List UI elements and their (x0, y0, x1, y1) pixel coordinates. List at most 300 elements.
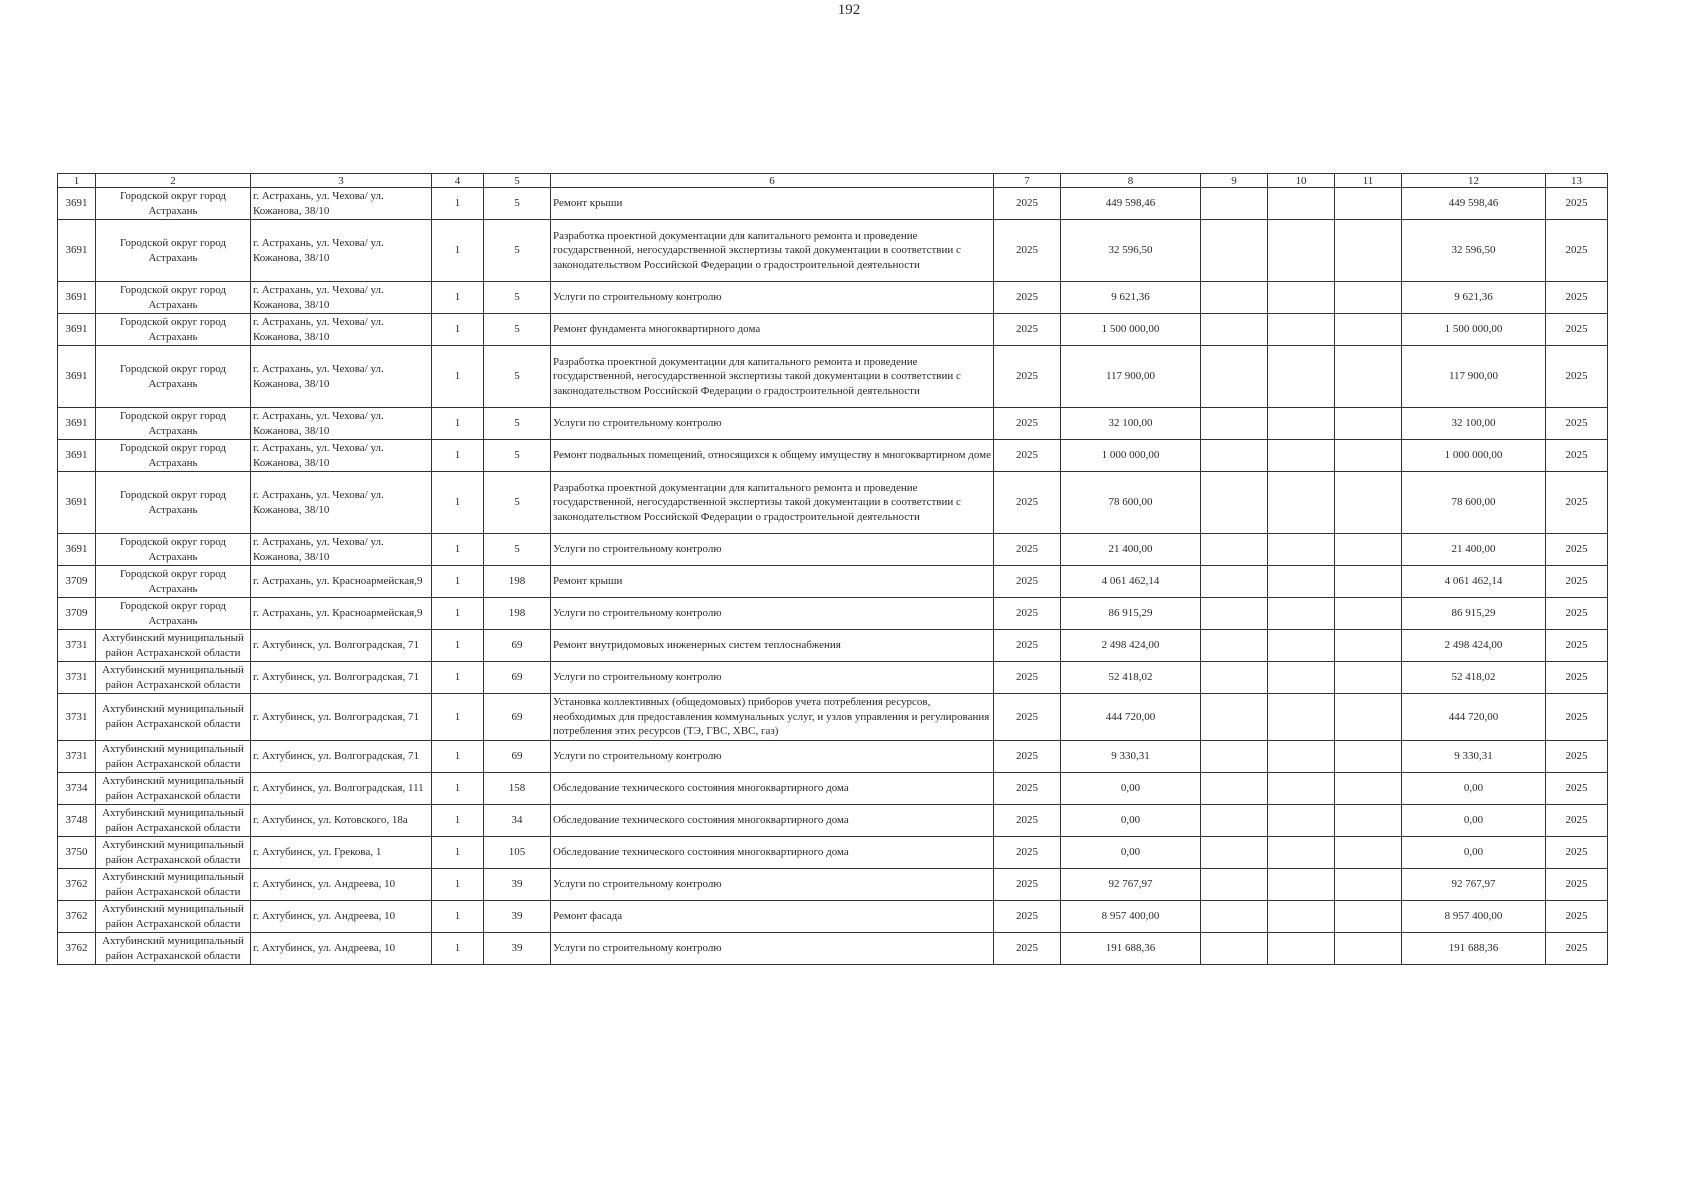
year-cell: 2025 (994, 220, 1061, 282)
row-number-cell: 3691 (58, 534, 96, 566)
address-cell: г. Астрахань, ул. Чехова/ ул. Кожанова, 38/10 (251, 408, 432, 440)
municipality-cell: Ахтубинский муниципальный район Астраханской области (96, 805, 251, 837)
address-cell: г. Астрахань, ул. Чехова/ ул. Кожанова, 38/10 (251, 220, 432, 282)
column-5-cell: 158 (484, 773, 551, 805)
address-cell: г. Ахтубинск, ул. Котовского, 18а (251, 805, 432, 837)
column-9-cell (1201, 188, 1268, 220)
column-5-cell: 39 (484, 869, 551, 901)
completion-year-cell: 2025 (1546, 694, 1608, 741)
municipality-cell: Ахтубинский муниципальный район Астраханской области (96, 933, 251, 965)
work-type-cell: Разработка проектной документации для капитального ремонта и проведение государственной, негосударственной экспертизы такой документации в соответствии с законодательством Российской Федерации о градостроительной деятельности (551, 472, 994, 534)
column-header: 3 (251, 174, 432, 188)
column-4-cell: 1 (432, 694, 484, 741)
row-number-cell: 3762 (58, 933, 96, 965)
column-4-cell: 1 (432, 805, 484, 837)
amount-total-cell: 9 621,36 (1402, 282, 1546, 314)
amount-cell: 1 500 000,00 (1061, 314, 1201, 346)
amount-total-cell: 0,00 (1402, 773, 1546, 805)
amount-cell: 0,00 (1061, 837, 1201, 869)
year-cell: 2025 (994, 534, 1061, 566)
column-5-cell: 69 (484, 694, 551, 741)
completion-year-cell: 2025 (1546, 837, 1608, 869)
column-5-cell: 5 (484, 282, 551, 314)
work-type-cell: Ремонт подвальных помещений, относящихся к общему имуществу в многоквартирном доме (551, 440, 994, 472)
municipality-cell: Ахтубинский муниципальный район Астраханской области (96, 630, 251, 662)
municipality-cell: Ахтубинский муниципальный район Астраханской области (96, 773, 251, 805)
column-10-cell (1268, 408, 1335, 440)
row-number-cell: 3691 (58, 472, 96, 534)
column-header: 13 (1546, 174, 1608, 188)
completion-year-cell: 2025 (1546, 346, 1608, 408)
table-row (58, 440, 1608, 472)
amount-cell: 32 100,00 (1061, 408, 1201, 440)
completion-year-cell: 2025 (1546, 282, 1608, 314)
municipality-cell: Городской округ город Астрахань (96, 346, 251, 408)
amount-cell: 9 330,31 (1061, 741, 1201, 773)
row-number-cell: 3731 (58, 741, 96, 773)
work-type-cell: Ремонт фасада (551, 901, 994, 933)
row-number-cell: 3691 (58, 314, 96, 346)
year-cell: 2025 (994, 869, 1061, 901)
table-row (58, 630, 1608, 662)
municipality-cell: Ахтубинский муниципальный район Астраханской области (96, 662, 251, 694)
column-11-cell (1335, 346, 1402, 408)
completion-year-cell: 2025 (1546, 630, 1608, 662)
completion-year-cell: 2025 (1546, 440, 1608, 472)
row-number-cell: 3750 (58, 837, 96, 869)
row-number-cell: 3691 (58, 188, 96, 220)
amount-cell: 9 621,36 (1061, 282, 1201, 314)
year-cell: 2025 (994, 741, 1061, 773)
column-header: 2 (96, 174, 251, 188)
completion-year-cell: 2025 (1546, 220, 1608, 282)
amount-cell: 117 900,00 (1061, 346, 1201, 408)
table-row (58, 188, 1608, 220)
table-body (58, 188, 1608, 965)
address-cell: г. Астрахань, ул. Красноармейская,9 (251, 598, 432, 630)
column-header: 7 (994, 174, 1061, 188)
column-4-cell: 1 (432, 773, 484, 805)
column-4-cell: 1 (432, 901, 484, 933)
row-number-cell: 3731 (58, 630, 96, 662)
column-11-cell (1335, 472, 1402, 534)
address-cell: г. Ахтубинск, ул. Волгоградская, 71 (251, 630, 432, 662)
column-11-cell (1335, 566, 1402, 598)
column-10-cell (1268, 566, 1335, 598)
column-9-cell (1201, 282, 1268, 314)
column-11-cell (1335, 694, 1402, 741)
column-11-cell (1335, 869, 1402, 901)
column-9-cell (1201, 773, 1268, 805)
work-type-cell: Ремонт фундамента многоквартирного дома (551, 314, 994, 346)
work-type-cell: Ремонт крыши (551, 566, 994, 598)
work-type-cell: Разработка проектной документации для капитального ремонта и проведение государственной, негосударственной экспертизы такой документации в соответствии с законодательством Российской Федерации о градостроительной деятельности (551, 220, 994, 282)
year-cell: 2025 (994, 566, 1061, 598)
year-cell: 2025 (994, 408, 1061, 440)
work-type-cell: Обследование технического состояния многоквартирного дома (551, 773, 994, 805)
completion-year-cell: 2025 (1546, 901, 1608, 933)
address-cell: г. Ахтубинск, ул. Волгоградская, 111 (251, 773, 432, 805)
table-row (58, 741, 1608, 773)
column-11-cell (1335, 630, 1402, 662)
column-9-cell (1201, 901, 1268, 933)
column-10-cell (1268, 933, 1335, 965)
column-9-cell (1201, 805, 1268, 837)
column-header: 4 (432, 174, 484, 188)
year-cell: 2025 (994, 472, 1061, 534)
work-type-cell: Услуги по строительному контролю (551, 408, 994, 440)
municipality-cell: Городской округ город Астрахань (96, 188, 251, 220)
column-5-cell: 5 (484, 220, 551, 282)
column-11-cell (1335, 901, 1402, 933)
completion-year-cell: 2025 (1546, 566, 1608, 598)
column-10-cell (1268, 314, 1335, 346)
work-type-cell: Услуги по строительному контролю (551, 598, 994, 630)
work-type-cell: Услуги по строительному контролю (551, 869, 994, 901)
work-type-cell: Установка коллективных (общедомовых) приборов учета потребления ресурсов, необходимых для предоставления коммунальных услуг, и узлов управления и регулирования потребления этих ресурсов (ТЭ, ГВС, ХВС, газ) (551, 694, 994, 741)
table-row (58, 282, 1608, 314)
row-number-cell: 3748 (58, 805, 96, 837)
work-type-cell: Услуги по строительному контролю (551, 282, 994, 314)
address-cell: г. Ахтубинск, ул. Андреева, 10 (251, 869, 432, 901)
year-cell: 2025 (994, 282, 1061, 314)
column-5-cell: 5 (484, 408, 551, 440)
amount-cell: 2 498 424,00 (1061, 630, 1201, 662)
completion-year-cell: 2025 (1546, 472, 1608, 534)
column-10-cell (1268, 805, 1335, 837)
completion-year-cell: 2025 (1546, 741, 1608, 773)
amount-total-cell: 449 598,46 (1402, 188, 1546, 220)
column-10-cell (1268, 837, 1335, 869)
completion-year-cell: 2025 (1546, 933, 1608, 965)
work-type-cell: Ремонт внутридомовых инженерных систем теплоснабжения (551, 630, 994, 662)
municipality-cell: Городской округ город Астрахань (96, 440, 251, 472)
column-11-cell (1335, 805, 1402, 837)
year-cell: 2025 (994, 440, 1061, 472)
column-4-cell: 1 (432, 472, 484, 534)
column-11-cell (1335, 220, 1402, 282)
amount-total-cell: 32 100,00 (1402, 408, 1546, 440)
column-10-cell (1268, 282, 1335, 314)
address-cell: г. Астрахань, ул. Чехова/ ул. Кожанова, 38/10 (251, 314, 432, 346)
row-number-cell: 3762 (58, 901, 96, 933)
year-cell: 2025 (994, 901, 1061, 933)
column-9-cell (1201, 440, 1268, 472)
column-10-cell (1268, 472, 1335, 534)
work-type-cell: Услуги по строительному контролю (551, 534, 994, 566)
address-cell: г. Ахтубинск, ул. Андреева, 10 (251, 933, 432, 965)
address-cell: г. Ахтубинск, ул. Волгоградская, 71 (251, 662, 432, 694)
amount-cell: 1 000 000,00 (1061, 440, 1201, 472)
address-cell: г. Астрахань, ул. Чехова/ ул. Кожанова, 38/10 (251, 440, 432, 472)
column-header: 12 (1402, 174, 1546, 188)
column-10-cell (1268, 598, 1335, 630)
column-9-cell (1201, 314, 1268, 346)
row-number-cell: 3691 (58, 346, 96, 408)
column-header: 9 (1201, 174, 1268, 188)
row-number-cell: 3709 (58, 598, 96, 630)
year-cell: 2025 (994, 773, 1061, 805)
work-type-cell: Услуги по строительному контролю (551, 741, 994, 773)
column-5-cell: 198 (484, 598, 551, 630)
table-row (58, 694, 1608, 741)
table-row (58, 933, 1608, 965)
column-11-cell (1335, 741, 1402, 773)
municipality-cell: Городской округ город Астрахань (96, 282, 251, 314)
column-5-cell: 39 (484, 933, 551, 965)
column-header: 11 (1335, 174, 1402, 188)
column-11-cell (1335, 282, 1402, 314)
column-9-cell (1201, 741, 1268, 773)
amount-total-cell: 8 957 400,00 (1402, 901, 1546, 933)
completion-year-cell: 2025 (1546, 314, 1608, 346)
municipality-cell: Ахтубинский муниципальный район Астраханской области (96, 869, 251, 901)
column-5-cell: 39 (484, 901, 551, 933)
column-10-cell (1268, 346, 1335, 408)
amount-cell: 444 720,00 (1061, 694, 1201, 741)
address-cell: г. Астрахань, ул. Чехова/ ул. Кожанова, 38/10 (251, 346, 432, 408)
column-9-cell (1201, 933, 1268, 965)
municipality-cell: Городской округ город Астрахань (96, 598, 251, 630)
column-9-cell (1201, 472, 1268, 534)
table-row (58, 805, 1608, 837)
column-11-cell (1335, 534, 1402, 566)
column-4-cell: 1 (432, 346, 484, 408)
column-9-cell (1201, 598, 1268, 630)
row-number-cell: 3762 (58, 869, 96, 901)
column-9-cell (1201, 630, 1268, 662)
column-11-cell (1335, 773, 1402, 805)
column-4-cell: 1 (432, 282, 484, 314)
table-row (58, 837, 1608, 869)
column-9-cell (1201, 662, 1268, 694)
amount-cell: 4 061 462,14 (1061, 566, 1201, 598)
year-cell: 2025 (994, 630, 1061, 662)
column-11-cell (1335, 662, 1402, 694)
column-5-cell: 69 (484, 741, 551, 773)
column-5-cell: 5 (484, 188, 551, 220)
amount-total-cell: 78 600,00 (1402, 472, 1546, 534)
column-10-cell (1268, 901, 1335, 933)
column-10-cell (1268, 188, 1335, 220)
table-row (58, 220, 1608, 282)
municipality-cell: Городской округ город Астрахань (96, 472, 251, 534)
column-4-cell: 1 (432, 440, 484, 472)
column-5-cell: 34 (484, 805, 551, 837)
amount-cell: 8 957 400,00 (1061, 901, 1201, 933)
column-4-cell: 1 (432, 837, 484, 869)
amount-total-cell: 32 596,50 (1402, 220, 1546, 282)
completion-year-cell: 2025 (1546, 534, 1608, 566)
municipality-cell: Городской округ город Астрахань (96, 566, 251, 598)
address-cell: г. Астрахань, ул. Красноармейская,9 (251, 566, 432, 598)
amount-cell: 191 688,36 (1061, 933, 1201, 965)
completion-year-cell: 2025 (1546, 662, 1608, 694)
amount-cell: 0,00 (1061, 773, 1201, 805)
address-cell: г. Ахтубинск, ул. Грекова, 1 (251, 837, 432, 869)
table-row (58, 869, 1608, 901)
year-cell: 2025 (994, 805, 1061, 837)
column-10-cell (1268, 662, 1335, 694)
row-number-cell: 3691 (58, 282, 96, 314)
column-9-cell (1201, 534, 1268, 566)
column-header: 5 (484, 174, 551, 188)
table-row (58, 534, 1608, 566)
row-number-cell: 3691 (58, 220, 96, 282)
table-row (58, 472, 1608, 534)
table-row (58, 408, 1608, 440)
amount-cell: 52 418,02 (1061, 662, 1201, 694)
address-cell: г. Астрахань, ул. Чехова/ ул. Кожанова, 38/10 (251, 188, 432, 220)
year-cell: 2025 (994, 933, 1061, 965)
address-cell: г. Ахтубинск, ул. Волгоградская, 71 (251, 741, 432, 773)
column-11-cell (1335, 598, 1402, 630)
column-9-cell (1201, 869, 1268, 901)
column-4-cell: 1 (432, 598, 484, 630)
column-5-cell: 69 (484, 662, 551, 694)
column-9-cell (1201, 566, 1268, 598)
column-4-cell: 1 (432, 408, 484, 440)
row-number-cell: 3709 (58, 566, 96, 598)
table-row (58, 314, 1608, 346)
column-4-cell: 1 (432, 662, 484, 694)
column-5-cell: 5 (484, 534, 551, 566)
amount-total-cell: 117 900,00 (1402, 346, 1546, 408)
column-11-cell (1335, 837, 1402, 869)
year-cell: 2025 (994, 188, 1061, 220)
amount-total-cell: 21 400,00 (1402, 534, 1546, 566)
page-number: 192 (837, 2, 861, 18)
address-cell: г. Ахтубинск, ул. Волгоградская, 71 (251, 694, 432, 741)
address-cell: г. Ахтубинск, ул. Андреева, 10 (251, 901, 432, 933)
amount-cell: 32 596,50 (1061, 220, 1201, 282)
column-9-cell (1201, 408, 1268, 440)
column-11-cell (1335, 408, 1402, 440)
column-5-cell: 105 (484, 837, 551, 869)
column-header: 8 (1061, 174, 1201, 188)
work-type-cell: Разработка проектной документации для капитального ремонта и проведение государственной, негосударственной экспертизы такой документации в соответствии с законодательством Российской Федерации о градостроительной деятельности (551, 346, 994, 408)
amount-total-cell: 191 688,36 (1402, 933, 1546, 965)
municipality-cell: Ахтубинский муниципальный район Астраханской области (96, 901, 251, 933)
column-10-cell (1268, 630, 1335, 662)
amount-total-cell: 1 000 000,00 (1402, 440, 1546, 472)
address-cell: г. Астрахань, ул. Чехова/ ул. Кожанова, 38/10 (251, 472, 432, 534)
column-10-cell (1268, 440, 1335, 472)
column-11-cell (1335, 933, 1402, 965)
column-5-cell: 198 (484, 566, 551, 598)
column-9-cell (1201, 346, 1268, 408)
amount-total-cell: 9 330,31 (1402, 741, 1546, 773)
address-cell: г. Астрахань, ул. Чехова/ ул. Кожанова, 38/10 (251, 282, 432, 314)
column-4-cell: 1 (432, 933, 484, 965)
capital-repair-table (57, 173, 1608, 965)
table-row (58, 346, 1608, 408)
amount-cell: 92 767,97 (1061, 869, 1201, 901)
column-9-cell (1201, 694, 1268, 741)
amount-cell: 21 400,00 (1061, 534, 1201, 566)
column-10-cell (1268, 869, 1335, 901)
amount-total-cell: 86 915,29 (1402, 598, 1546, 630)
amount-total-cell: 52 418,02 (1402, 662, 1546, 694)
table-row (58, 598, 1608, 630)
column-10-cell (1268, 741, 1335, 773)
completion-year-cell: 2025 (1546, 773, 1608, 805)
header-row (58, 174, 1608, 188)
column-4-cell: 1 (432, 534, 484, 566)
column-4-cell: 1 (432, 566, 484, 598)
year-cell: 2025 (994, 314, 1061, 346)
completion-year-cell: 2025 (1546, 408, 1608, 440)
year-cell: 2025 (994, 694, 1061, 741)
column-5-cell: 69 (484, 630, 551, 662)
column-9-cell (1201, 220, 1268, 282)
column-9-cell (1201, 837, 1268, 869)
column-11-cell (1335, 314, 1402, 346)
municipality-cell: Городской округ город Астрахань (96, 408, 251, 440)
work-type-cell: Услуги по строительному контролю (551, 662, 994, 694)
column-10-cell (1268, 773, 1335, 805)
column-4-cell: 1 (432, 314, 484, 346)
municipality-cell: Городской округ город Астрахань (96, 220, 251, 282)
column-4-cell: 1 (432, 869, 484, 901)
amount-total-cell: 0,00 (1402, 837, 1546, 869)
work-type-cell: Услуги по строительному контролю (551, 933, 994, 965)
column-5-cell: 5 (484, 346, 551, 408)
column-4-cell: 1 (432, 188, 484, 220)
column-4-cell: 1 (432, 220, 484, 282)
amount-total-cell: 2 498 424,00 (1402, 630, 1546, 662)
column-header: 1 (58, 174, 96, 188)
completion-year-cell: 2025 (1546, 869, 1608, 901)
address-cell: г. Астрахань, ул. Чехова/ ул. Кожанова, 38/10 (251, 534, 432, 566)
completion-year-cell: 2025 (1546, 805, 1608, 837)
table-row (58, 901, 1608, 933)
work-type-cell: Обследование технического состояния многоквартирного дома (551, 837, 994, 869)
column-4-cell: 1 (432, 741, 484, 773)
municipality-cell: Ахтубинский муниципальный район Астраханской области (96, 837, 251, 869)
municipality-cell: Ахтубинский муниципальный район Астраханской области (96, 694, 251, 741)
municipality-cell: Ахтубинский муниципальный район Астраханской области (96, 741, 251, 773)
year-cell: 2025 (994, 346, 1061, 408)
table-row (58, 566, 1608, 598)
column-10-cell (1268, 220, 1335, 282)
amount-total-cell: 444 720,00 (1402, 694, 1546, 741)
column-10-cell (1268, 534, 1335, 566)
table-row (58, 773, 1608, 805)
column-5-cell: 5 (484, 472, 551, 534)
row-number-cell: 3691 (58, 408, 96, 440)
year-cell: 2025 (994, 837, 1061, 869)
completion-year-cell: 2025 (1546, 188, 1608, 220)
column-header: 10 (1268, 174, 1335, 188)
column-10-cell (1268, 694, 1335, 741)
municipality-cell: Городской округ город Астрахань (96, 534, 251, 566)
amount-total-cell: 0,00 (1402, 805, 1546, 837)
row-number-cell: 3731 (58, 694, 96, 741)
amount-cell: 0,00 (1061, 805, 1201, 837)
completion-year-cell: 2025 (1546, 598, 1608, 630)
amount-total-cell: 1 500 000,00 (1402, 314, 1546, 346)
column-11-cell (1335, 440, 1402, 472)
amount-cell: 86 915,29 (1061, 598, 1201, 630)
row-number-cell: 3734 (58, 773, 96, 805)
column-5-cell: 5 (484, 314, 551, 346)
table-row (58, 662, 1608, 694)
work-type-cell: Ремонт крыши (551, 188, 994, 220)
amount-total-cell: 92 767,97 (1402, 869, 1546, 901)
column-4-cell: 1 (432, 630, 484, 662)
column-header: 6 (551, 174, 994, 188)
